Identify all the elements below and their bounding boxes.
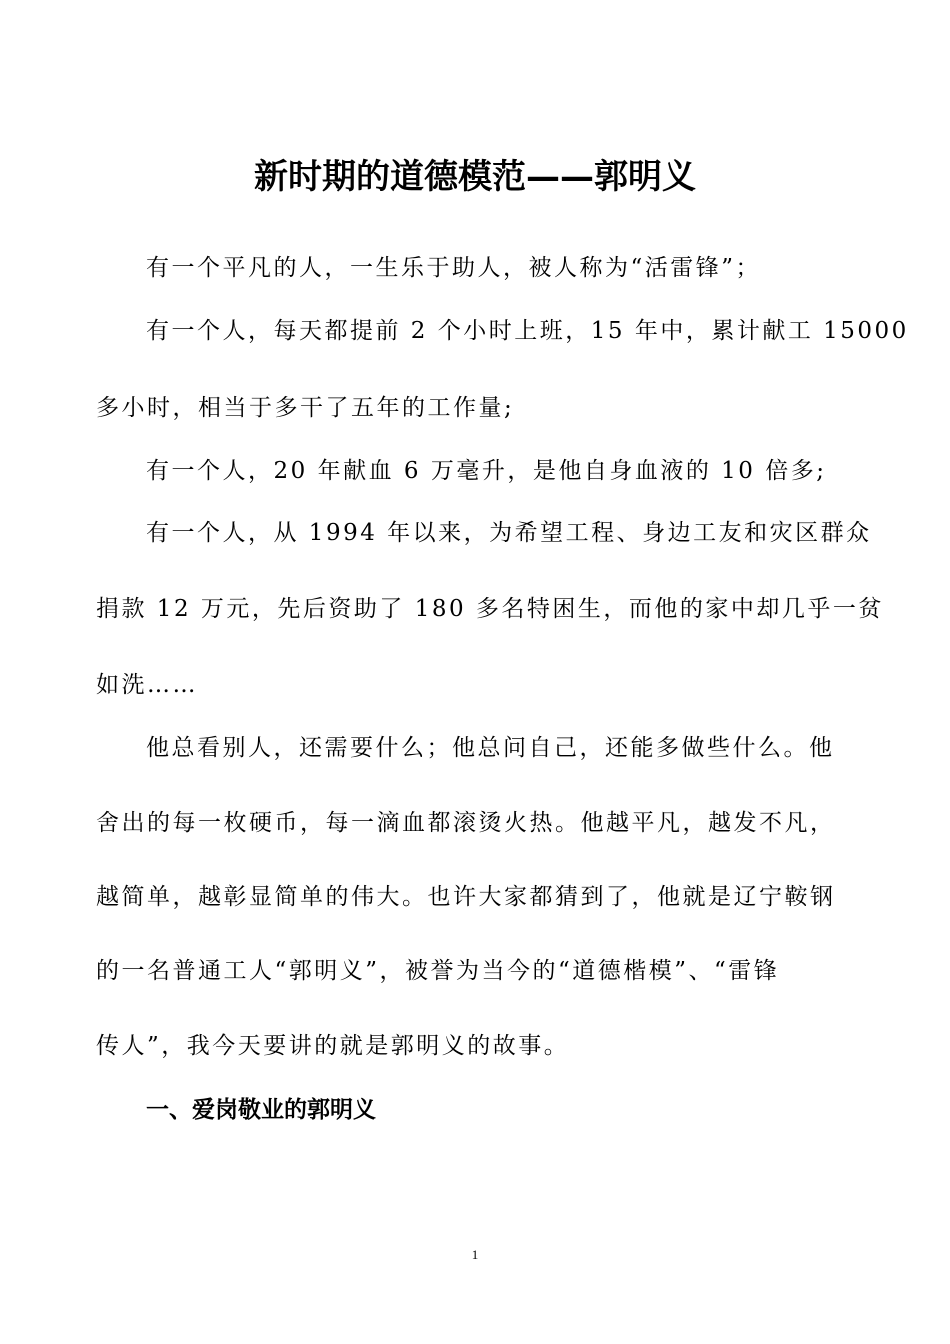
section-heading: 一、爱岗敬业的郭明义	[146, 1097, 376, 1123]
paragraph-line: 如洗……	[96, 672, 198, 698]
paragraph-line: 舍出的每一枚硬币，每一滴血都滚烫火热。他越平凡，越发不凡，	[96, 810, 836, 836]
document-title: 新时期的道德模范——郭明义	[254, 157, 696, 197]
page-number: 1	[471, 1247, 479, 1262]
paragraph-line: 传人”，我今天要讲的就是郭明义的故事。	[96, 1033, 570, 1059]
paragraph-line: 的一名普通工人“郭明义”，被誉为当今的“道德楷模”、“雷锋	[96, 958, 780, 984]
paragraph-line: 有一个人，20 年献血 6 万毫升，是他自身血液的 10 倍多;	[146, 458, 827, 484]
paragraph-line: 他总看别人，还需要什么；他总问自己，还能多做些什么。他	[146, 735, 835, 761]
paragraph-line: 有一个人，每天都提前 2 个小时上班，15 年中，累计献工 15000	[146, 318, 909, 344]
paragraph-line: 越简单，越彰显简单的伟大。也许大家都猜到了，他就是辽宁鞍钢	[96, 884, 836, 910]
paragraph-line: 捐款 12 万元，先后资助了 180 多名特困生，而他的家中却几乎一贫	[96, 596, 884, 622]
paragraph-line: 有一个人，从 1994 年以来，为希望工程、身边工友和灾区群众	[146, 520, 872, 546]
paragraph-line: 有一个平凡的人，一生乐于助人，被人称为“活雷锋”；	[146, 255, 762, 281]
paragraph-line: 多小时，相当于多干了五年的工作量;	[96, 395, 515, 421]
